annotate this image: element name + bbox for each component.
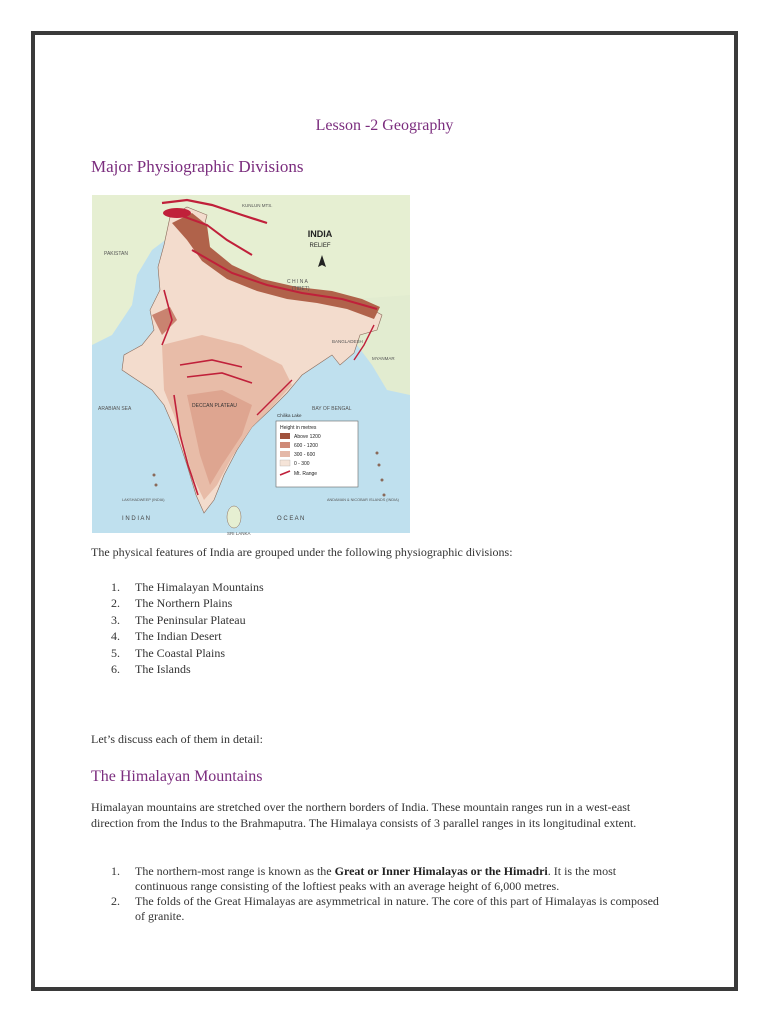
map-label-arabian-sea: ARABIAN SEA (98, 406, 132, 412)
list-item (111, 628, 264, 644)
legend-item-label: Above 1200 (294, 434, 321, 440)
list-number: 6. (111, 662, 120, 677)
map-label-chilika: Chilika Lake (277, 413, 302, 418)
map-pamir-knot (163, 208, 191, 218)
map-sri-lanka (227, 506, 241, 528)
legend-swatch (280, 460, 290, 466)
map-label-indian: I N D I A N (122, 516, 151, 522)
list-item (111, 864, 671, 894)
map-label-sri-lanka: SRI LANKA (227, 531, 251, 536)
legend-item-label: 600 - 1200 (294, 443, 318, 449)
map-label-myanmar: MYANMAR (372, 356, 395, 361)
legend-title: Height in metres (280, 425, 317, 431)
divisions-list (111, 579, 264, 677)
list-number: 2. (111, 894, 120, 908)
himalaya-paragraph: Himalayan mountains are stretched over the northern borders of India. These mountain ranges run in a west-east direction from the Indus to the Brahmaputra. The Himalaya consists of 3 parallel ranges in its longitudinal extent. (91, 800, 637, 830)
list-number: 1. (111, 864, 120, 878)
list-item (111, 595, 264, 611)
map-label-andaman: ANDAMAN & NICOBAR ISLANDS (INDIA) (327, 498, 399, 502)
legend-item-label: 0 - 300 (294, 461, 310, 467)
legend-swatch (280, 442, 290, 448)
list-item (111, 612, 264, 628)
map-label-pakistan: PAKISTAN (104, 251, 128, 257)
list-number: 5. (111, 645, 120, 660)
list-label: The Islands (135, 662, 191, 677)
section-heading-major-divisions: Major Physiographic Divisions (91, 157, 304, 176)
list-label: The Northern Plains (135, 596, 233, 611)
map-label-ocean: O C E A N (277, 516, 305, 522)
list-label: The Peninsular Plateau (135, 612, 246, 627)
map-label-china: C H I N A (287, 279, 308, 285)
map-label-lakshadweep: LAKSHADWEEP (INDIA) (122, 498, 165, 502)
legend-swatch (280, 451, 290, 457)
list-number: 4. (111, 629, 120, 644)
map-title-line2: RELIEF (309, 243, 331, 249)
list-label: The Himalayan Mountains (135, 580, 264, 594)
himadri-bold: Great or Inner Himalayas or the Himadri (334, 864, 548, 878)
document-page (31, 31, 738, 991)
list-item (111, 894, 671, 924)
discuss-text: Let’s discuss each of them in detail: (91, 732, 263, 746)
map-lakshadweep-dot (153, 474, 156, 477)
map-andaman-dot (381, 479, 384, 482)
map-label-kunlun: KUNLUN MTS. (242, 203, 273, 208)
map-andaman-dot (376, 452, 379, 455)
section-heading-himalaya: The Himalayan Mountains (91, 768, 263, 785)
lesson-title: Lesson -2 Geography (315, 117, 454, 134)
map-andaman-dot (383, 494, 386, 497)
list-text: The folds of the Great Himalayas are asymmetrical in nature. The core of this part of Himalayas is composed of granite. (135, 894, 659, 923)
list-label: The Indian Desert (135, 629, 222, 644)
map-legend (276, 421, 358, 487)
map-lakshadweep-dot (155, 484, 158, 487)
list-item (111, 645, 264, 661)
himalaya-details-list (111, 864, 671, 924)
legend-swatch (280, 433, 290, 439)
map-label-bangladesh: BANGLADESH (332, 339, 363, 344)
map-title-line1: INDIA (307, 229, 333, 239)
list-item (111, 661, 264, 677)
legend-item-label: Mt. Range (294, 471, 318, 477)
map-andaman-dot (378, 464, 381, 467)
map-label-deccan: DECCAN PLATEAU (192, 403, 237, 409)
legend-item-label: 300 - 600 (294, 452, 316, 458)
intro-text: The physical features of India are grouped under the following physiographic divisions: (91, 545, 513, 559)
map-label-tibet: (TIBET) (292, 286, 310, 292)
list-number: 1. (111, 580, 120, 594)
india-relief-map (92, 195, 410, 536)
list-text: The northern-most range is known as the Great or Inner Himalayas or the Himadri. It is the most continuous range consisting of the loftiest peaks with an average height of 6,000 metres. (135, 864, 617, 893)
list-number: 3. (111, 612, 120, 627)
list-item (111, 579, 264, 595)
list-number: 2. (111, 596, 120, 611)
map-label-bay-of-bengal: BAY OF BENGAL (312, 406, 352, 412)
list-label: The Coastal Plains (135, 645, 225, 660)
